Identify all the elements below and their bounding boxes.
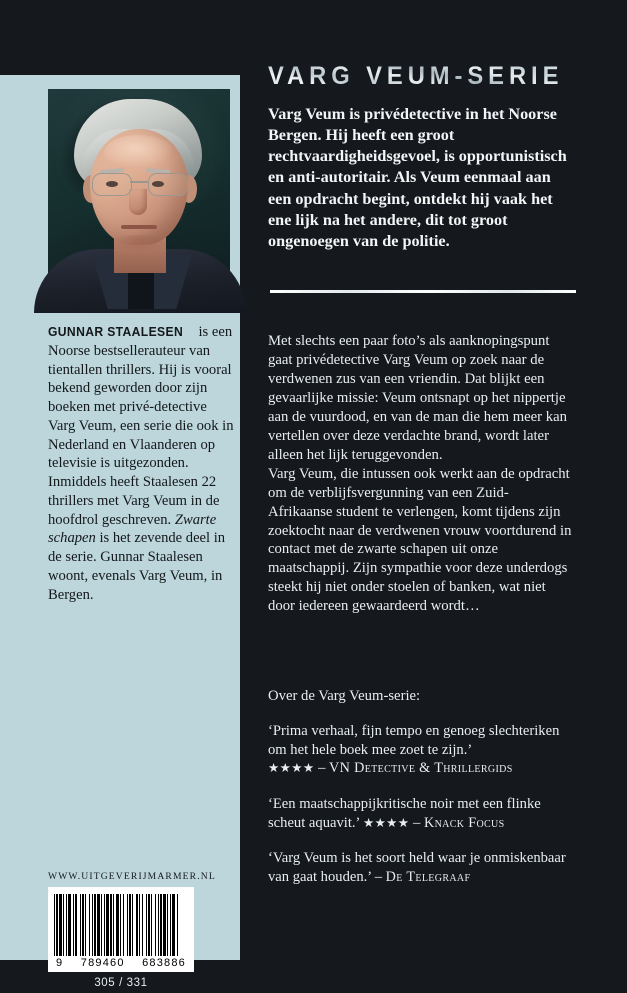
review-quote-text: ‘Een maatschappijkritische noir met een flinke scheut aquavit.’ [268, 796, 541, 831]
synopsis [268, 332, 572, 616]
barcode-bars [54, 894, 188, 956]
price-band: 305 / 331 [48, 974, 194, 993]
review-quotes [268, 722, 574, 904]
barcode-digit-prefix: 9 [56, 957, 64, 969]
author-bio-text-part-2: is het zevende deel in de serie. Gunnar Staalesen woont, evenals Varg Veum, in Bergen. [48, 530, 226, 603]
photo-glasses-bridge [130, 181, 148, 183]
review-quote-text: ‘Prima verhaal, fijn tempo en genoeg slechteriken om het hele boek mee zoet te zijn.’ [268, 723, 560, 758]
review-quote [268, 722, 574, 778]
barcode-digit-group-2: 683886 [142, 957, 186, 969]
review-source: VN Detective & Thrillergids [329, 760, 513, 777]
author-photo-image [48, 89, 230, 289]
series-title: VARG VEUM-SERIE [268, 62, 564, 90]
review-dash: – [374, 869, 386, 886]
photo-forehead-highlight [104, 135, 174, 169]
review-dash: – [409, 814, 424, 831]
review-attribution [375, 869, 471, 885]
barcode-digit-group-1: 789460 [80, 957, 125, 969]
star-rating-icon: ★★★★ [362, 815, 410, 830]
photo-chin-shadow [110, 235, 168, 253]
author-bio-text-part-1: is een Noorse bestsellerauteur van tientallen thrillers. Hij is vooral bekend geworden door zijn boeken met privé-detective Varg Veum, een serie die ook in Nederland en Vlaanderen op televisie is uitgezonden. Inmiddels heeft Staalesen 22 thrillers met Varg Veum in de hoofdrol geschreven. [48, 324, 234, 528]
intro-blurb: Varg Veum is privédetective in het Noorse Bergen. Hij heeft een groot rechtvaardigheidsgevoel, is opportunistisch en anti-autoritair. Als Veum eenmaal aan een opdracht begint, ontdekt hij vaak het ene lijk na het andere, dit tot groot ongenoegen van de politie. [268, 105, 567, 250]
barcode-digits [54, 956, 188, 972]
synopsis-paragraph-2: Varg Veum, die intussen ook werkt aan de opdracht om de verblijfsvergunning van een Zuid-Afrikaanse student te verlengen, komt tijdens zijn zoektocht naar de verdwenen vrouw voortdurend in contact met de zwarte schapen uit onze maatschappij. Zijn sympathie voor deze underdogs steekt hij niet onder stoelen of banken, wat niet door iedereen gewaardeerd wordt… [268, 465, 572, 615]
review-quote-text: ‘Varg Veum is het soort held waar je onmiskenbaar van gaat houden.’ [268, 850, 566, 886]
review-quote [268, 849, 574, 886]
reviews-heading: Over de Varg Veum-serie: [268, 688, 421, 704]
synopsis-paragraph-1: Met slechts een paar foto’s als aanknopingspunt gaat privédetective Varg Veum op zoek naar de verdwenen zus van een vriendin. Dat blijkt een gevaarlijke missie: Veum ontsnapt op het nippertje aan de vuurdood, en van de man die hem meer kan vertellen over deze verdachte brand, wordt later alleen het lijk teruggevonden. [268, 333, 567, 463]
left-info-panel [0, 75, 240, 989]
review-source: De Telegraaf [385, 869, 471, 886]
barcode-bar [178, 894, 179, 956]
review-attribution [363, 815, 505, 831]
publisher-url[interactable]: WWW.UITGEVERIJMARMER.NL [48, 871, 216, 882]
photo-mouth [121, 225, 157, 229]
author-photo [48, 89, 230, 289]
divider-rule [270, 290, 576, 293]
author-bio [48, 323, 234, 604]
photo-nose [129, 189, 147, 215]
photo-lens-left [92, 173, 132, 196]
review-source: Knack Focus [424, 814, 505, 831]
isbn-barcode [48, 887, 194, 972]
book-title-italic: Zwarte schapen [48, 511, 217, 547]
review-dash: – [314, 760, 330, 777]
right-text-column [268, 0, 580, 960]
star-rating-icon: ★★★★ [268, 761, 315, 776]
review-quote [268, 795, 574, 832]
review-attribution [268, 759, 574, 778]
photo-lens-right [148, 173, 188, 196]
author-name: GUNNAR STAALESEN [48, 324, 184, 339]
